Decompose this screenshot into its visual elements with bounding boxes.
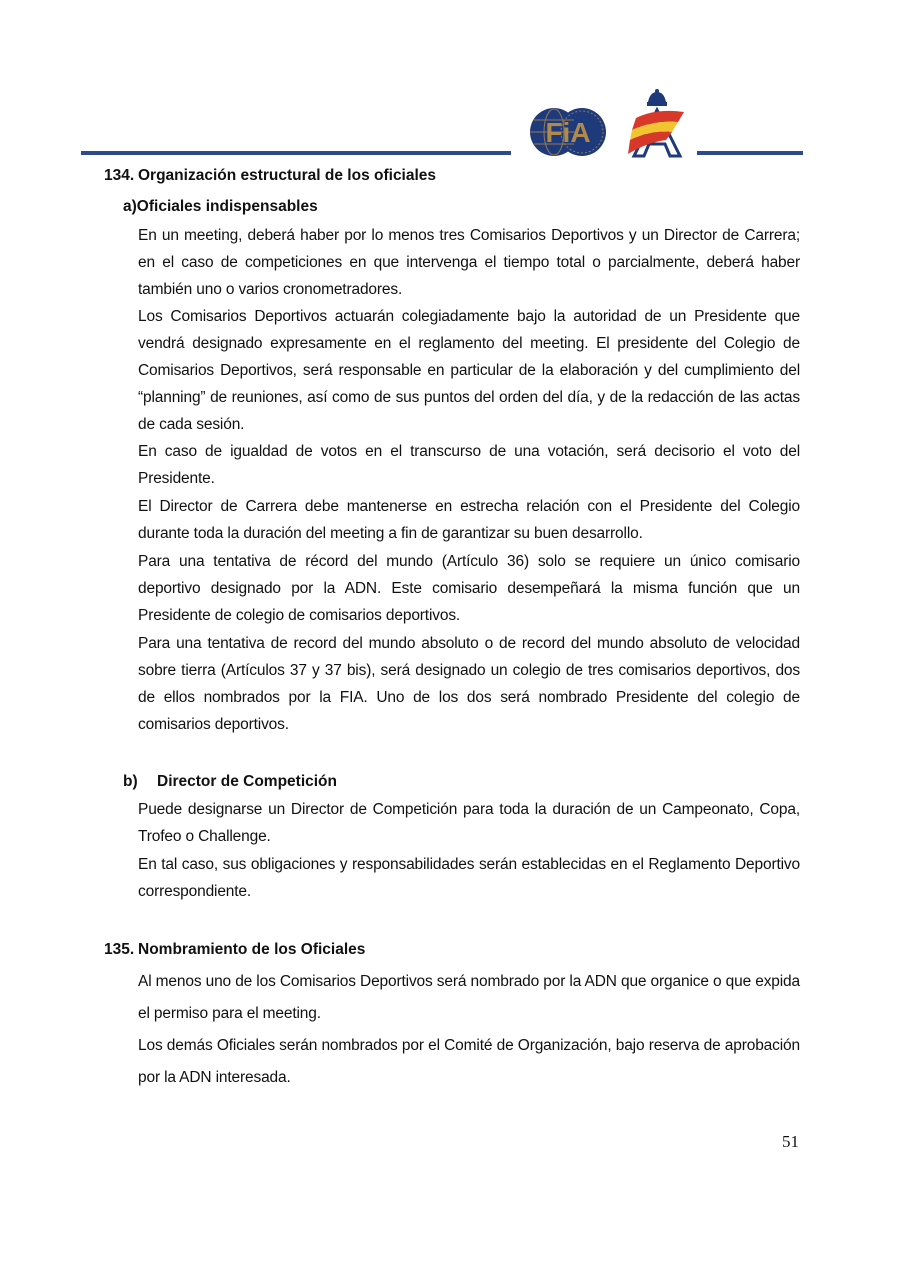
rfeda-logo	[626, 88, 688, 158]
paragraph: En caso de igualdad de votos en el transcurso de una votación, será decisorio el voto del Presidente.	[138, 443, 800, 487]
subsection-b-heading	[123, 773, 337, 791]
paragraph: El Director de Carrera debe mantenerse en estrecha relación con el Presidente del Colegio durante toda la duración del meeting a fin de garantizar su buen desarrollo.	[138, 498, 800, 542]
subsection-a-heading	[123, 198, 318, 216]
paragraph: En un meeting, deberá haber por lo menos tres Comisarios Deportivos y un Director de Carrera; en el caso de competiciones en que intervenga el tiempo total o parcialmente, deberá haber también uno o varios cronometradores.	[138, 227, 800, 298]
paragraph: Los Comisarios Deportivos actuarán colegiadamente bajo la autoridad de un Presidente que vendrá designado expresamente en el reglamento del meeting. El presidente del Colegio de Comisarios Deportivos, será responsable en particular de la elaboración y del cumplimiento del “planning” de reuniones, así como de sus puntos del orden del día, y de la redacción de las actas de cada sesión.	[138, 308, 800, 433]
section-number: 135.	[104, 941, 135, 958]
subsection-title: Oficiales indispensables	[136, 198, 318, 215]
paragraph: En tal caso, sus obligaciones y responsabilidades serán establecidas en el Reglamento Deportivo correspondiente.	[138, 856, 800, 900]
paragraph: Para una tentativa de récord del mundo (Artículo 36) solo se requiere un único comisario deportivo designado por la ADN. Este comisario desempeñará la misma función que un Presidente de colegio de comisarios deportivos.	[138, 553, 800, 624]
subsection-label: b)	[123, 773, 138, 790]
paragraph: Los demás Oficiales serán nombrados por el Comité de Organización, bajo reserva de aprobación por la ADN interesada.	[138, 1037, 800, 1086]
subsection-label: a)	[123, 198, 137, 215]
section-title: Nombramiento de los Oficiales	[138, 941, 366, 958]
section-number: 134.	[104, 167, 135, 184]
section-title: Organización estructural de los oficiales	[138, 167, 437, 184]
paragraph: Para una tentativa de record del mundo absoluto o de record del mundo absoluto de velocidad sobre tierra (Artículos 37 y 37 bis), será designado un colegio de tres comisarios deportivos, dos de ellos nombrados por la FIA. Uno de los dos será nombrado Presidente del colegio de comisarios deportivos.	[138, 635, 800, 733]
section-134-heading	[104, 167, 436, 185]
section-135-heading	[104, 941, 365, 959]
subsection-title: Director de Competición	[157, 773, 337, 790]
paragraph: Puede designarse un Director de Competición para toda la duración de un Campeonato, Copa, Trofeo o Challenge.	[138, 801, 800, 845]
page-number: 51	[782, 1132, 799, 1151]
fia-logo	[528, 106, 608, 158]
header-rule-left	[81, 151, 511, 155]
crown-icon	[647, 89, 667, 106]
svg-text:FiA: FiA	[545, 117, 591, 148]
header-rule-right	[697, 151, 803, 155]
paragraph: Al menos uno de los Comisarios Deportivos será nombrado por la ADN que organice o que expida el permiso para el meeting.	[138, 973, 800, 1022]
